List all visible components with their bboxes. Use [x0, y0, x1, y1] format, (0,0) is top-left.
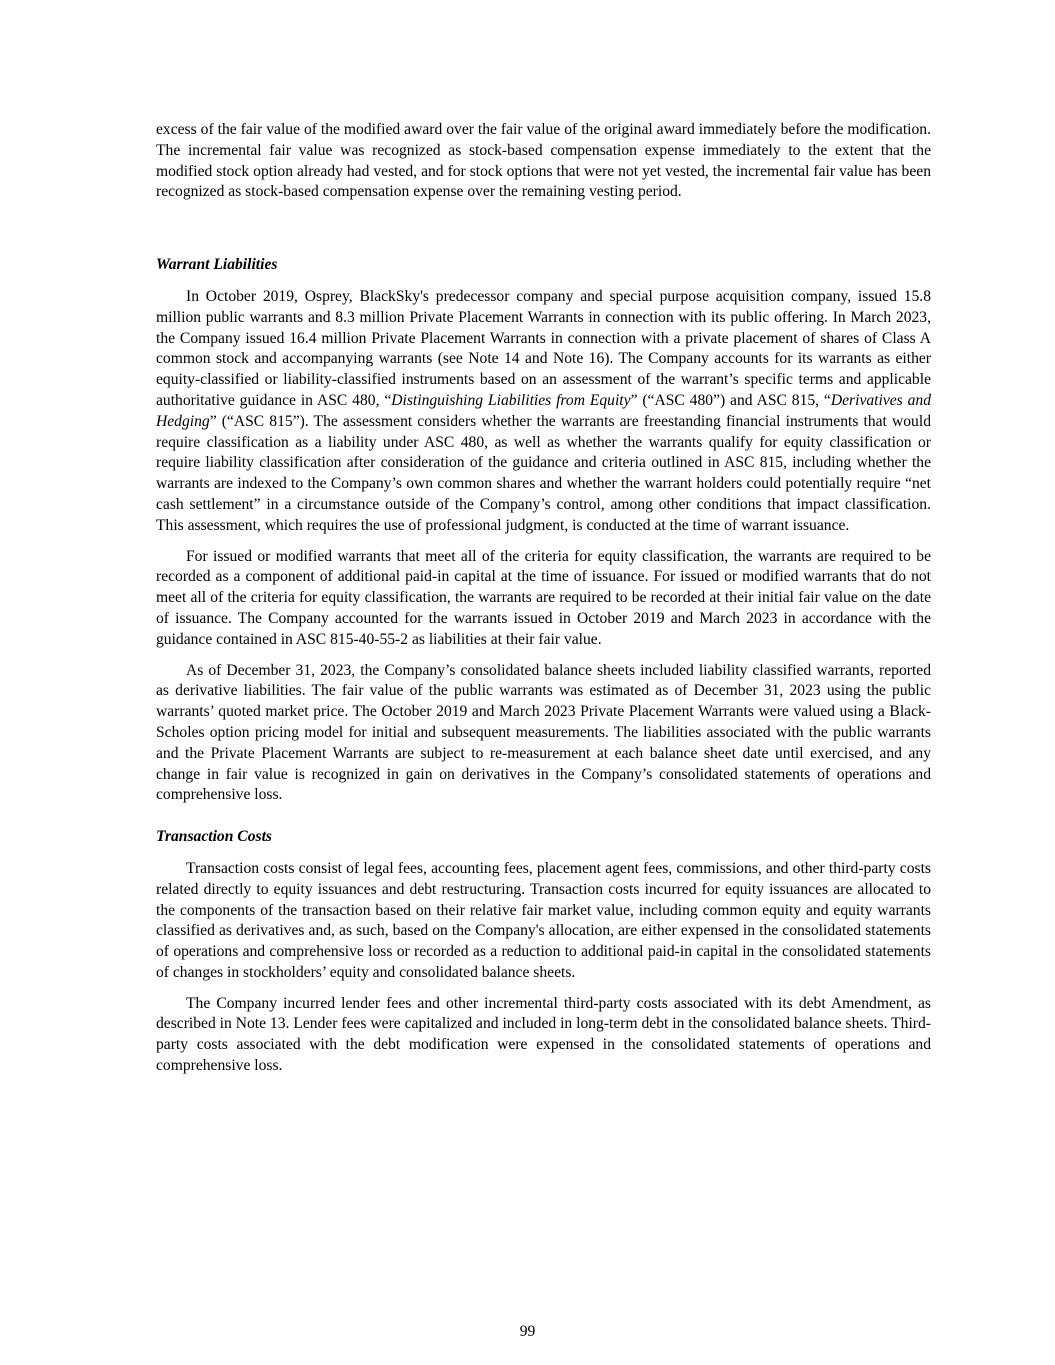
warrant-p1-italic-b: Derivatives and Hedging [156, 391, 931, 430]
warrant-paragraph-2: For issued or modified warrants that meet all of the criteria for equity classification, the warrants are required to be recorded as a component of additional paid-in capital at the time of issuance. For issued or modified warrants that do not meet all of the criteria for equity classification, the warrants are required to be recorded at their initial fair value on the date of issuance. The Company accounted for the warrants issued in October 2019 and March 2023 in accordance with the guidance contained in ASC 815-40-55-2 as liabilities at their fair value. [156, 547, 931, 648]
warrant-p1-text-c: ” (“ASC 815”). The assessment considers whether the warrants are freestanding financial instruments that would require classification as a liability under ASC 480, as well as whether the warrants qualify for equity classification or require liability classification after consideration of the guidance and criteria outlined in ASC 815, including whether the warrants are indexed to the Company’s own common shares and whether the warrant holders could potentially require “net cash settlement” in a circumstance outside of the Company’s control, among other conditions that impact classification. This assessment, which requires the use of professional judgment, is conducted at the time of warrant issuance. [156, 412, 931, 534]
warrant-p1-text-b: ” (“ASC 480”) and ASC 815, “ [630, 391, 831, 409]
transaction-paragraph-1: Transaction costs consist of legal fees, accounting fees, placement agent fees, commissions, and other third-party costs related directly to equity issuances and debt restructuring. Transaction costs incurred for equity issuances are allocated to the components of the transaction based on their relative fair market value, including common equity and equity warrants classified as derivatives and, as such, based on the Company's allocation, are either expensed in the consolidated statements of operations and comprehensive loss or recorded as a reduction to additional paid-in capital in the consolidated statements of changes in stockholders’ equity and consolidated balance sheets. [156, 859, 931, 981]
warrant-paragraph-3: As of December 31, 2023, the Company’s consolidated balance sheets included liability classified warrants, reported as derivative liabilities. The fair value of the public warrants was estimated as of December 31, 2023 using the public warrants’ quoted market price. The October 2019 and March 2023 Private Placement Warrants were valued using a Black-Scholes option pricing model for initial and subsequent measurements. The liabilities associated with the public warrants and the Private Placement Warrants are subject to re-measurement at each balance sheet date until exercised, and any change in fair value is recognized in gain on derivatives in the Company’s consolidated statements of operations and comprehensive loss. [156, 661, 931, 804]
warrant-paragraph-1 [156, 287, 931, 537]
page-number: 99 [519, 1323, 536, 1340]
transaction-costs-heading: Transaction Costs [156, 828, 272, 846]
warrant-liabilities-heading: Warrant Liabilities [156, 256, 278, 274]
warrant-p1-italic-a: Distinguishing Liabilities from Equity [391, 391, 631, 409]
warrant-p1-text-a: In October 2019, Osprey, BlackSky's predecessor company and special purpose acquisition company, issued 15.8 million public warrants and 8.3 million Private Placement Warrants in connection with its public offering. In March 2023, the Company issued 16.4 million Private Placement Warrants in connection with a private placement of shares of Class A common stock and accompanying warrants (see Note 14 and Note 16). The Company accounts for its warrants as either equity-classified or liability-classified instruments based on an assessment of the warrant’s specific terms and applicable authoritative guidance in ASC 480, “ [156, 287, 931, 409]
document-body [156, 120, 931, 1077]
transaction-paragraph-2: The Company incurred lender fees and other incremental third-party costs associated with its debt Amendment, as described in Note 13. Lender fees were capitalized and included in long-term debt in the consolidated balance sheets. Third-party costs associated with the debt modification were expensed in the consolidated statements of operations and comprehensive loss. [156, 994, 931, 1075]
intro-paragraph: excess of the fair value of the modified award over the fair value of the original award immediately before the modification. The incremental fair value was recognized as stock-based compensation expense immediately to the extent that the modified stock option already had vested, and for stock options that were not yet vested, the incremental fair value has been recognized as stock-based compensation expense over the remaining vesting period. [156, 121, 931, 201]
